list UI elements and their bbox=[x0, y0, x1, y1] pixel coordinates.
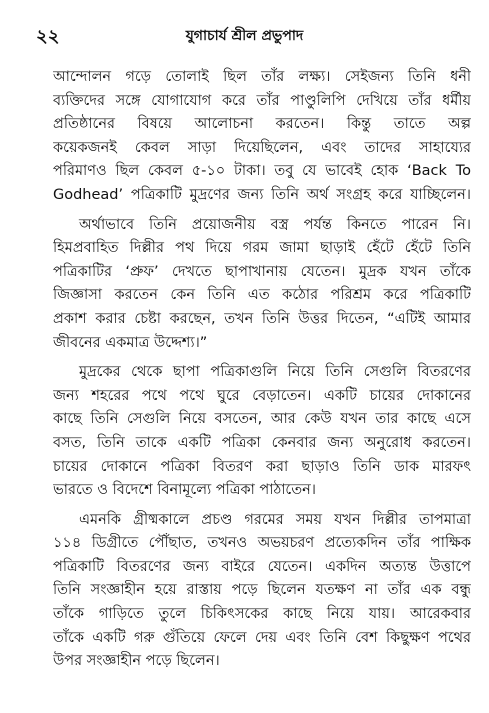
text-line: মুদ্রকের থেকে ছাপা পত্রিকাগুলি নিয়ে তিনি সেগুলি বিতরণের bbox=[79, 364, 471, 381]
text-line: পত্রিকাটির ‘প্রুফ’ দেখতে ছাপাখানায় যেতেন। মুদ্রক যখন তাঁকে bbox=[53, 263, 471, 280]
paragraph-4 bbox=[53, 509, 471, 674]
text-line: Godhead’ পত্রিকাটি মুদ্রণের জন্য তিনি অর্থ সংগ্রহ করে যাচ্ছিলেন। bbox=[53, 186, 471, 203]
page-header bbox=[0, 22, 489, 47]
text-line: পত্রিকাটি বিতরণের জন্য বাইরে যেতেন। একদিন অত্যন্ত উত্তাপে bbox=[53, 558, 471, 575]
paragraph-3 bbox=[53, 361, 471, 503]
running-title: যুগাচার্য শ্রীল প্রভুপাদ bbox=[185, 28, 304, 44]
text-line: কাছে তিনি সেগুলি নিয়ে বসতেন, আর কেউ যখন তার কাছে এসে bbox=[53, 411, 471, 428]
text-line: তাঁকে গাড়িতে তুলে চিকিৎসকের কাছে নিয়ে যায়। আরেকবার bbox=[53, 606, 471, 623]
text-line: কয়েকজনই কেবল সাড়া দিয়েছিলেন, এবং তাদের সাহায্যের bbox=[53, 139, 471, 156]
text-line: জন্য শহরের পথে পথে ঘুরে বেড়াতেন। একটি চায়ের দোকানের bbox=[53, 387, 471, 404]
text-line: জীবনের একমাত্র উদ্দেশ্য।” bbox=[53, 334, 208, 351]
text-line: পরিমাণও ছিল কেবল ৫-১০ টাকা। তবু যে ভাবেই হোক ‘Back To bbox=[53, 163, 471, 180]
text-line: হিমপ্রবাহিত দিল্লীর পথ দিয়ে গরম জামা ছাড়াই হেঁটে হেঁটে তিনি bbox=[53, 240, 471, 257]
text-line: প্রকাশ করার চেষ্টা করছেন, তখন তিনি উত্তর দিতেন, “এটিই আমার bbox=[53, 310, 471, 327]
text-line: তিনি সংজ্ঞাহীন হয়ে রাস্তায় পড়ে ছিলেন যতক্ষণ না তাঁর এক বন্ধু bbox=[53, 582, 471, 599]
text-line: এমনকি গ্রীষ্মকালে প্রচণ্ড গরমের সময় যখন দিল্লীর তাপমাত্রা bbox=[79, 511, 471, 528]
text-line: তাঁকে একটি গরু গুঁতিয়ে ফেলে দেয় এবং তিনি বেশ কিছুক্ষণ পথের bbox=[53, 629, 471, 646]
text-line: আন্দোলন গড়ে তোলাই ছিল তাঁর লক্ষ্য। সেইজন্য তিনি ধনী bbox=[53, 69, 471, 85]
text-line: অর্থাভাবে তিনি প্রয়োজনীয় বস্ত্র পর্যন্ত কিনতে পারেন নি। bbox=[79, 216, 471, 233]
text-line: ভারতে ও বিদেশে বিনামূল্যে পত্রিকা পাঠাতেন। bbox=[53, 482, 316, 499]
text-line: চায়ের দোকানে পত্রিকা বিতরণ করা ছাড়াও তিনি ডাক মারফৎ bbox=[53, 458, 471, 475]
text-line: বসত, তিনি তাকে একটি পত্রিকা কেনবার জন্য অনুরোধ করতেন। bbox=[53, 434, 471, 451]
page-number: ২২ bbox=[36, 26, 60, 47]
text-line: ব্যক্তিদের সঙ্গে যোগাযোগ করে তাঁর পাণ্ডুলিপি দেখিয়ে তাঁর ধর্মীয় bbox=[53, 92, 471, 109]
body-text bbox=[53, 66, 471, 680]
text-line: ১১৪ ডিগ্রীতে পৌঁছাত, তখনও অভয়চরণ প্রত্যেকদিন তাঁর পাক্ষিক bbox=[53, 535, 471, 552]
text-line: জিজ্ঞাসা করতেন কেন তিনি এত কঠোর পরিশ্রম করে পত্রিকাটি bbox=[53, 287, 471, 304]
text-line: উপর সংজ্ঞাহীন পড়ে ছিলেন। bbox=[53, 653, 220, 670]
paragraph-1 bbox=[53, 66, 471, 208]
text-line: প্রতিষ্ঠানের বিষয়ে আলোচনা করতেন। কিন্তু তাতে অল্প bbox=[53, 116, 471, 133]
paragraph-2 bbox=[53, 214, 471, 356]
